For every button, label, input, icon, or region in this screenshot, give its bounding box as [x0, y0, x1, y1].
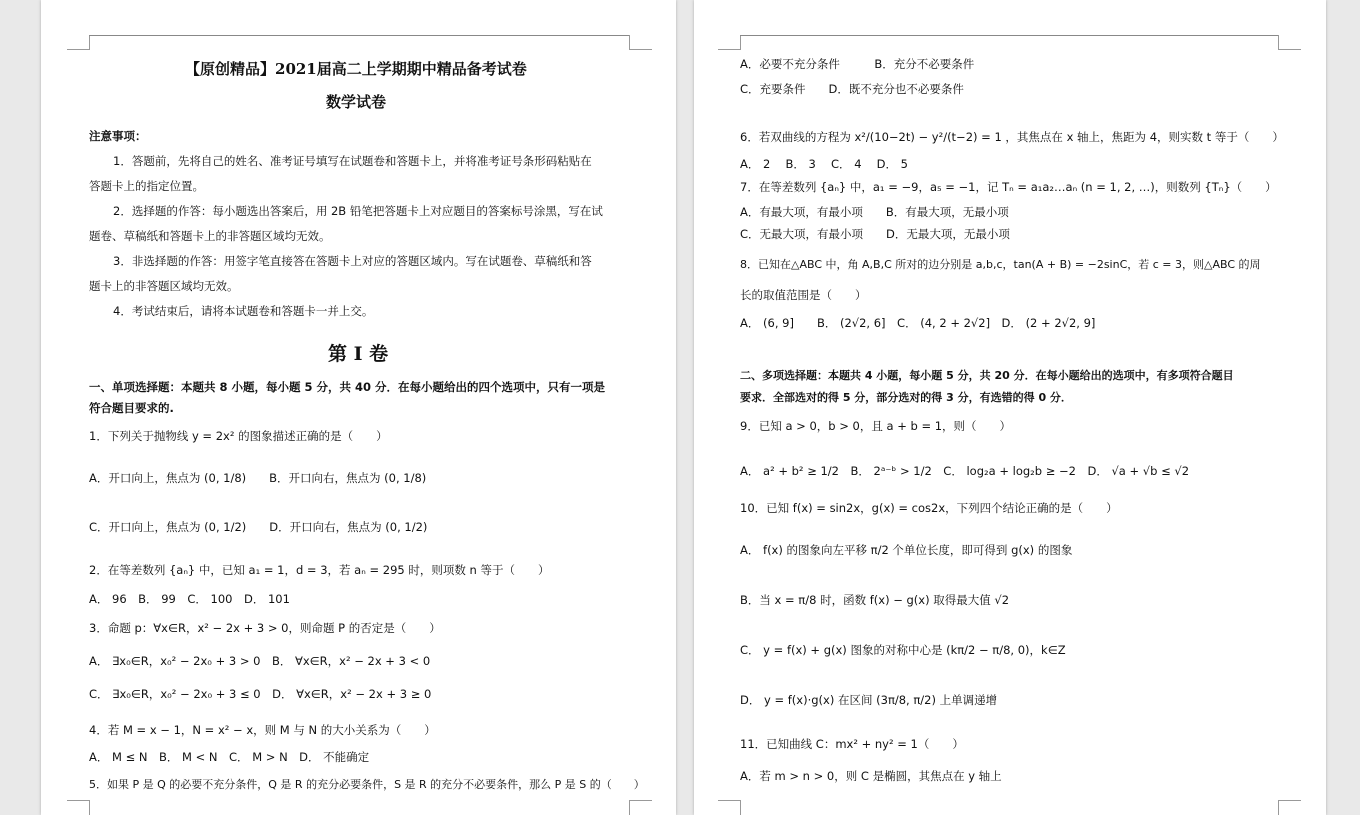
question-3-options: C． ∃x₀∈R，x₀² − 2x₀ + 3 ≤ 0 D． ∀x∈R，x² − 2x + 3 ≥ 0 [89, 687, 432, 701]
notice-line: 1．答题前，先将自己的姓名、准考证号填写在试题卷和答题卡上，并将准考证号条形码粘贴在 [113, 154, 592, 168]
margin-corner-mark [1278, 35, 1301, 50]
margin-corner-mark [629, 800, 652, 815]
margin-corner-mark [629, 35, 652, 50]
question-11-options: A．若 m > n > 0，则 C 是椭圆，其焦点在 y 轴上 [740, 769, 1002, 783]
question-7-options: A．有最大项，有最小项 B．有最大项，无最小项 [740, 205, 1009, 219]
question-10-options: B．当 x = π/8 时，函数 f(x) − g(x) 取得最大值 √2 [740, 593, 1010, 607]
margin-corner-mark [718, 800, 741, 815]
margin-corner-mark [67, 35, 90, 50]
question-2-options: A． 96 B． 99 C． 100 D． 101 [89, 592, 290, 606]
exam-subtitle: 数学试卷 [326, 93, 387, 111]
question-5: 5．如果 P 是 Q 的必要不充分条件，Q 是 R 的充分必要条件，S 是 R 的充分不必要条件，那么 P 是 S 的（ ） [89, 778, 645, 791]
question-8: 长的取值范围是（ ） [740, 288, 867, 302]
question-1: 1．下列关于抛物线 y = 2x² 的图象描述正确的是（ ） [89, 429, 388, 443]
margin-corner-mark [718, 35, 741, 50]
question-6: 6．若双曲线的方程为 x²/(10−2t) − y²/(t−2) = 1 ，其焦点在 x 轴上，焦距为 4，则实数 t 等于（ ） [740, 130, 1284, 144]
question-2: 2．在等差数列 {aₙ} 中，已知 a₁ = 1，d = 3，若 aₙ = 295 时，则项数 n 等于（ ） [89, 563, 550, 577]
question-11: 11．已知曲线 C：mx² + ny² = 1（ ） [740, 737, 964, 751]
question-1-options: A．开口向上，焦点为 (0, 1/8) B．开口向右，焦点为 (0, 1/8) [89, 471, 427, 485]
section-heading: 符合题目要求的. [89, 401, 174, 415]
volume-title: 第 I 卷 [328, 343, 389, 365]
notice-line: 4．考试结束后，请将本试题卷和答题卡一并上交。 [113, 304, 374, 318]
notice-line: 题卡上的非答题区域均无效。 [89, 279, 239, 293]
header-line [89, 35, 629, 36]
notice-line: 2．选择题的作答：每小题选出答案后，用 2B 铅笔把答题卡上对应题目的答案标号涂黑，写在试 [113, 204, 603, 218]
question-3-options: A． ∃x₀∈R，x₀² − 2x₀ + 3 > 0 B． ∀x∈R，x² − 2x + 3 < 0 [89, 654, 431, 668]
question-5-options: A．必要不充分条件 B．充分不必要条件 [740, 57, 975, 71]
header-line [740, 35, 1278, 36]
margin-corner-mark [1278, 800, 1301, 815]
question-8-options: A． (6, 9] B． (2√2, 6] C． (4, 2 + 2√2] D． (2 + 2√2, 9] [740, 316, 1096, 330]
notice-line: 3．非选择题的作答：用签字笔直接答在答题卡上对应的答题区域内。写在试题卷、草稿纸和答 [113, 254, 592, 268]
question-9: 9．已知 a > 0，b > 0，且 a + b = 1，则（ ） [740, 419, 1012, 433]
question-4: 4．若 M = x − 1，N = x² − x，则 M 与 N 的大小关系为（ ） [89, 723, 436, 737]
notice-line: 题卷、草稿纸和答题卡上的非答题区域均无效。 [89, 229, 331, 243]
question-9-options: A． a² + b² ≥ 1/2 B． 2ᵃ⁻ᵇ > 1/2 C． log₂a + log₂b ≥ −2 D． √a + √b ≤ √2 [740, 464, 1190, 478]
question-4-options: A． M ≤ N B． M < N C． M > N D． 不能确定 [89, 750, 370, 764]
exam-title: 【原创精品】2021届高二上学期期中精品备考试卷 [185, 60, 527, 78]
question-10: 10．已知 f(x) = sin2x，g(x) = cos2x，下列四个结论正确的是（ ） [740, 501, 1118, 515]
section-heading: 一、单项选择题：本题共 8 小题，每小题 5 分，共 40 分．在每小题给出的四个选项中，只有一项是 [89, 380, 606, 394]
question-7: 7．在等差数列 {aₙ} 中，a₁ = −9，a₅ = −1，记 Tₙ = a₁a₂…aₙ (n = 1, 2, …)，则数列 {Tₙ}（ ） [740, 180, 1277, 194]
question-8: 8．已知在△ABC 中，角 A,B,C 所对的边分别是 a,b,c，tan(A + B) = −2sinC，若 c = 3，则△ABC 的周 [740, 258, 1261, 271]
document-page-right [694, 0, 1326, 815]
section-heading: 二、多项选择题：本题共 4 小题，每小题 5 分，共 20 分．在每小题给出的选项中，有多项符合题目 [740, 369, 1234, 382]
question-10-options: A． f(x) 的图象向左平移 π/2 个单位长度，即可得到 g(x) 的图象 [740, 543, 1073, 557]
question-10-options: C． y = f(x) + g(x) 图象的对称中心是 (kπ/2 − π/8, 0)，k∈Z [740, 643, 1066, 657]
question-6-options: A． 2 B． 3 C． 4 D． 5 [740, 157, 908, 171]
question-5-options: C．充要条件 D．既不充分也不必要条件 [740, 82, 964, 96]
margin-corner-mark [67, 800, 90, 815]
question-7-options: C．无最大项，有最小项 D．无最大项，无最小项 [740, 227, 1010, 241]
question-10-options: D． y = f(x)·g(x) 在区间 (3π/8, π/2) 上单调递增 [740, 693, 998, 707]
question-3: 3．命题 p：∀x∈R，x² − 2x + 3 > 0，则命题 P 的否定是（ ） [89, 621, 441, 635]
question-1-options: C．开口向上，焦点为 (0, 1/2) D．开口向右，焦点为 (0, 1/2) [89, 520, 428, 534]
notice-heading: 注意事项： [89, 129, 147, 143]
document-page-left [41, 0, 676, 815]
section-heading: 要求．全部选对的得 5 分，部分选对的得 3 分，有选错的得 0 分． [740, 391, 1072, 404]
notice-line: 答题卡上的指定位置。 [89, 179, 204, 193]
